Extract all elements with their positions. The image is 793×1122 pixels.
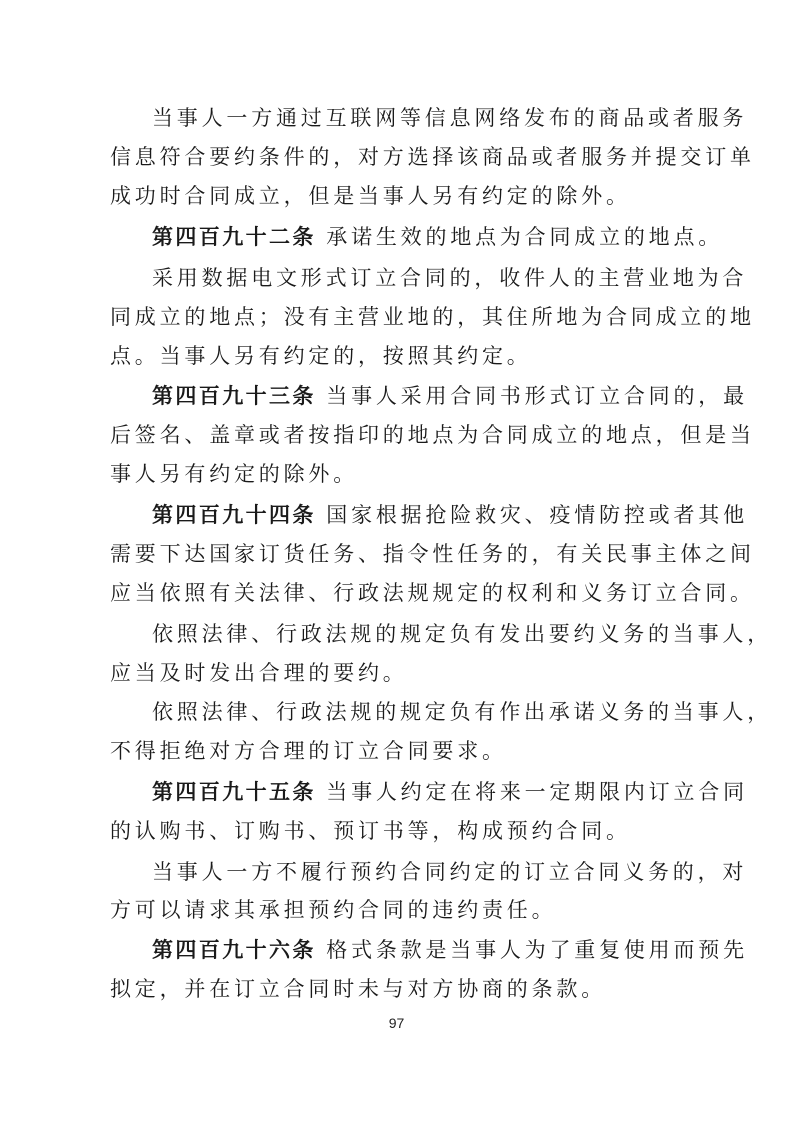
paragraph-line: 同成立的地点；没有主营业地的，其住所地为合同成立的地 [110,305,755,329]
paragraph-line: 依照法律、行政法规的规定负有作出承诺义务的当事人， [152,700,772,724]
paragraph-line: 点。当事人另有约定的，按照其约定。 [110,344,532,368]
paragraph-line: 不得拒绝对方合理的订立合同要求。 [110,739,507,763]
article-heading-line [152,500,748,530]
paragraph-line: 方可以请求其承担预约合同的违约责任。 [110,898,557,922]
paragraph-line: 当事人一方不履行预约合同约定的订立合同义务的，对 [152,860,748,884]
article-number: 第四百九十二条 [152,225,316,249]
paragraph-line: 事人另有约定的除外。 [110,462,358,486]
paragraph-line: 信息符合要约条件的，对方选择该商品或者服务并提交订单 [110,145,755,169]
paragraph-line: 的认购书、订购书、预订书等，构成预约合同。 [110,819,631,843]
article-text: 当事人约定在将来一定期限内订立合同 [315,780,748,804]
paragraph-line: 应当及时发出合理的要约。 [110,661,408,685]
article-number: 第四百九十四条 [152,503,316,527]
article-heading-line [152,777,748,807]
page-number: 97 [388,1015,405,1031]
paragraph-line: 需要下达国家订货任务、指令性任务的，有关民事主体之间 [110,542,755,566]
article-number: 第四百九十三条 [152,384,316,408]
article-text: 当事人采用合同书形式订立合同的，最 [315,384,748,408]
paragraph-line: 依照法律、行政法规的规定负有发出要约义务的当事人， [152,622,772,646]
paragraph-line: 后签名、盖章或者按指印的地点为合同成立的地点，但是当 [110,423,755,447]
article-text: 承诺生效的地点为合同成立的地点。 [315,225,724,249]
article-number: 第四百九十六条 [152,938,316,962]
article-text: 国家根据抢险救灾、疫情防控或者其他 [315,503,748,527]
article-heading-line [152,935,748,965]
paragraph-line: 应当依照有关法律、行政法规规定的权利和义务订立合同。 [110,581,755,605]
article-number: 第四百九十五条 [152,780,316,804]
paragraph-line: 当事人一方通过互联网等信息网络发布的商品或者服务 [152,106,748,130]
paragraph-line: 拟定，并在订立合同时未与对方协商的条款。 [110,977,606,1001]
article-text: 格式条款是当事人为了重复使用而预先 [315,938,748,962]
article-heading-line [152,381,748,411]
paragraph-line: 采用数据电文形式订立合同的，收件人的主营业地为合 [152,266,748,290]
paragraph-line: 成功时合同成立，但是当事人另有约定的除外。 [110,184,631,208]
article-heading-line [152,222,723,252]
